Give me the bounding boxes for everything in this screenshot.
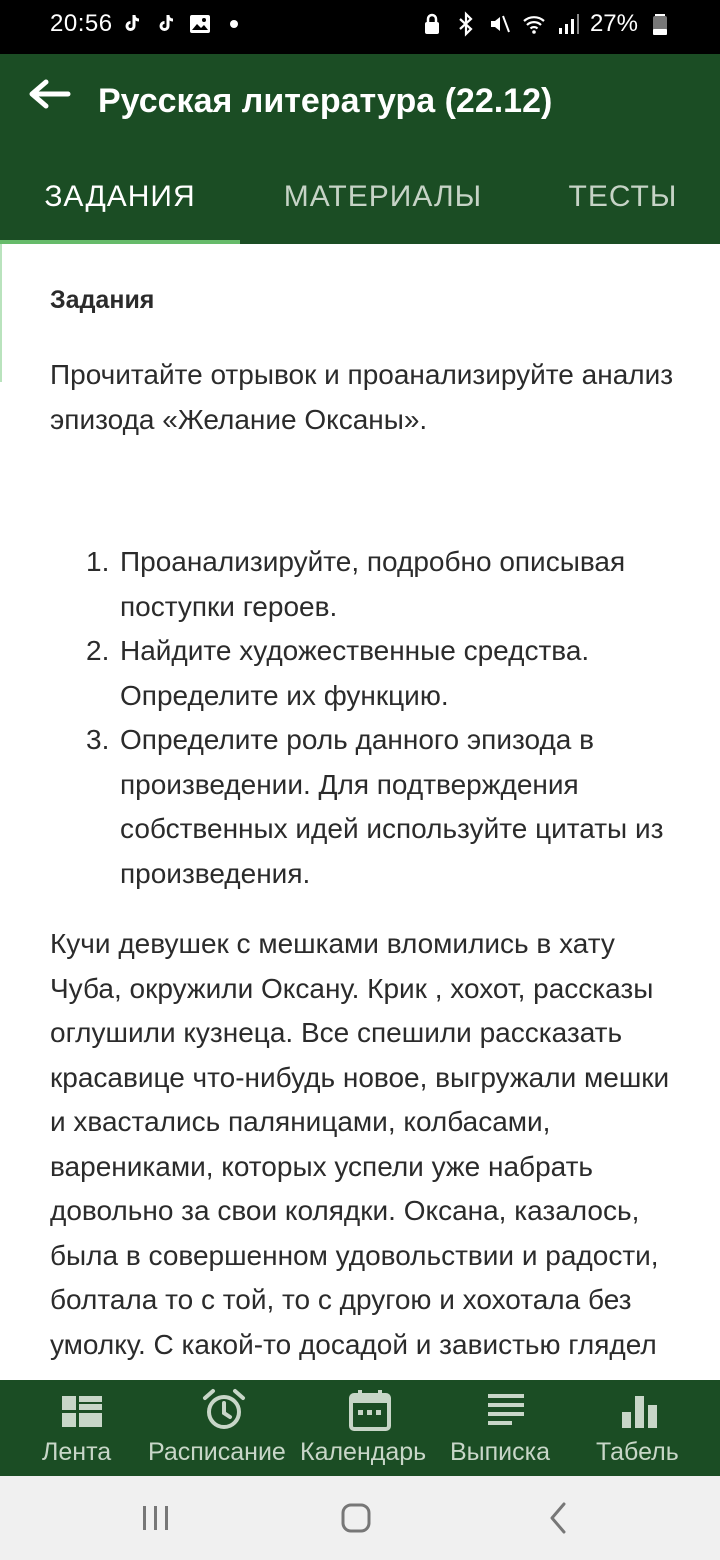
back-button[interactable] (22, 74, 78, 118)
intro-text: Прочитайте отрывок и проанализируйте анализ эпизода «Желание Оксаны». (50, 359, 674, 435)
system-navigation-bar (0, 1476, 720, 1560)
signal-icon (556, 12, 580, 36)
status-system-icons (420, 10, 672, 38)
alarm-clock-icon (202, 1388, 246, 1432)
list-item-text: Найдите художественные средства. Определите их функцию. (120, 635, 590, 711)
status-notification-icons (120, 12, 246, 36)
bar-chart-icon (618, 1388, 662, 1432)
section-heading: Задания (50, 286, 155, 314)
list-item (50, 718, 690, 896)
tab-assignments[interactable] (0, 150, 240, 244)
excerpt-paragraph: Кучи девушек с мешками вломились в хату Чуба, окружили Оксану. Крик , хохот, рассказы оглушили кузнеца. Все спешили рассказать красавице что-нибудь новое, выгружали мешки и хвастались паляницами, колбасами, варениками, которых успели уже набрать довольно за свои колядки. Оксана, казалось, была в совершенном удовольствии и радости, болтала то с той, то с другою и хохотала без умолку. С какой-то досадой и завистью глядел (50, 928, 670, 1360)
calendar-icon (348, 1388, 392, 1432)
tab-label: ЗАДАНИЯ (44, 180, 196, 213)
lock-icon (420, 12, 444, 36)
page-title: Русская литература (22.12) (98, 82, 553, 120)
feed-icon (60, 1388, 104, 1432)
list-item-number: 1. (86, 546, 110, 577)
dot-icon (222, 12, 246, 36)
tab-label: ТЕСТЫ (568, 180, 678, 213)
battery-percent: 27% (589, 10, 638, 37)
nav-label: Календарь (300, 1438, 427, 1466)
wifi-icon (522, 12, 546, 36)
assignment-content[interactable] (0, 244, 720, 1380)
image-icon (188, 12, 212, 36)
list-item (50, 540, 690, 629)
nav-item-report-card[interactable] (576, 1380, 720, 1476)
nav-item-feed[interactable] (0, 1380, 148, 1476)
list-item-text: Проанализируйте, подробно описывая поступки героев. (120, 546, 626, 622)
tab-bar (0, 150, 720, 244)
task-list (50, 540, 690, 896)
lines-icon (484, 1388, 528, 1432)
list-item (50, 629, 690, 718)
mute-icon (488, 12, 512, 36)
back-icon[interactable] (536, 1496, 580, 1540)
status-bar (0, 0, 720, 54)
nav-label: Лента (42, 1438, 112, 1466)
tab-label: МАТЕРИАЛЫ (283, 180, 483, 213)
back-arrow-icon (22, 74, 78, 118)
nav-label: Табель (596, 1438, 679, 1466)
tiktok-icon (154, 12, 178, 36)
nav-label: Выписка (450, 1438, 551, 1466)
app-bar (0, 54, 720, 244)
bluetooth-icon (454, 12, 478, 36)
home-icon[interactable] (334, 1496, 378, 1540)
nav-label: Расписание (148, 1438, 286, 1466)
status-time: 20:56 (50, 10, 113, 37)
nav-item-statement[interactable] (446, 1380, 576, 1476)
bottom-navigation (0, 1380, 720, 1476)
tab-materials[interactable] (240, 150, 526, 244)
list-item-number: 2. (86, 635, 110, 666)
nav-item-calendar[interactable] (300, 1380, 446, 1476)
recent-apps-icon[interactable] (134, 1496, 178, 1540)
battery-icon (648, 12, 672, 36)
scroll-edge-glow (0, 244, 2, 382)
tab-tests[interactable] (526, 150, 720, 244)
nav-item-schedule[interactable] (148, 1380, 300, 1476)
list-item-text: Определите роль данного эпизода в произведении. Для подтверждения собственных идей используйте цитаты из произведения. (120, 724, 664, 889)
list-item-number: 3. (86, 724, 110, 755)
tiktok-icon (120, 12, 144, 36)
